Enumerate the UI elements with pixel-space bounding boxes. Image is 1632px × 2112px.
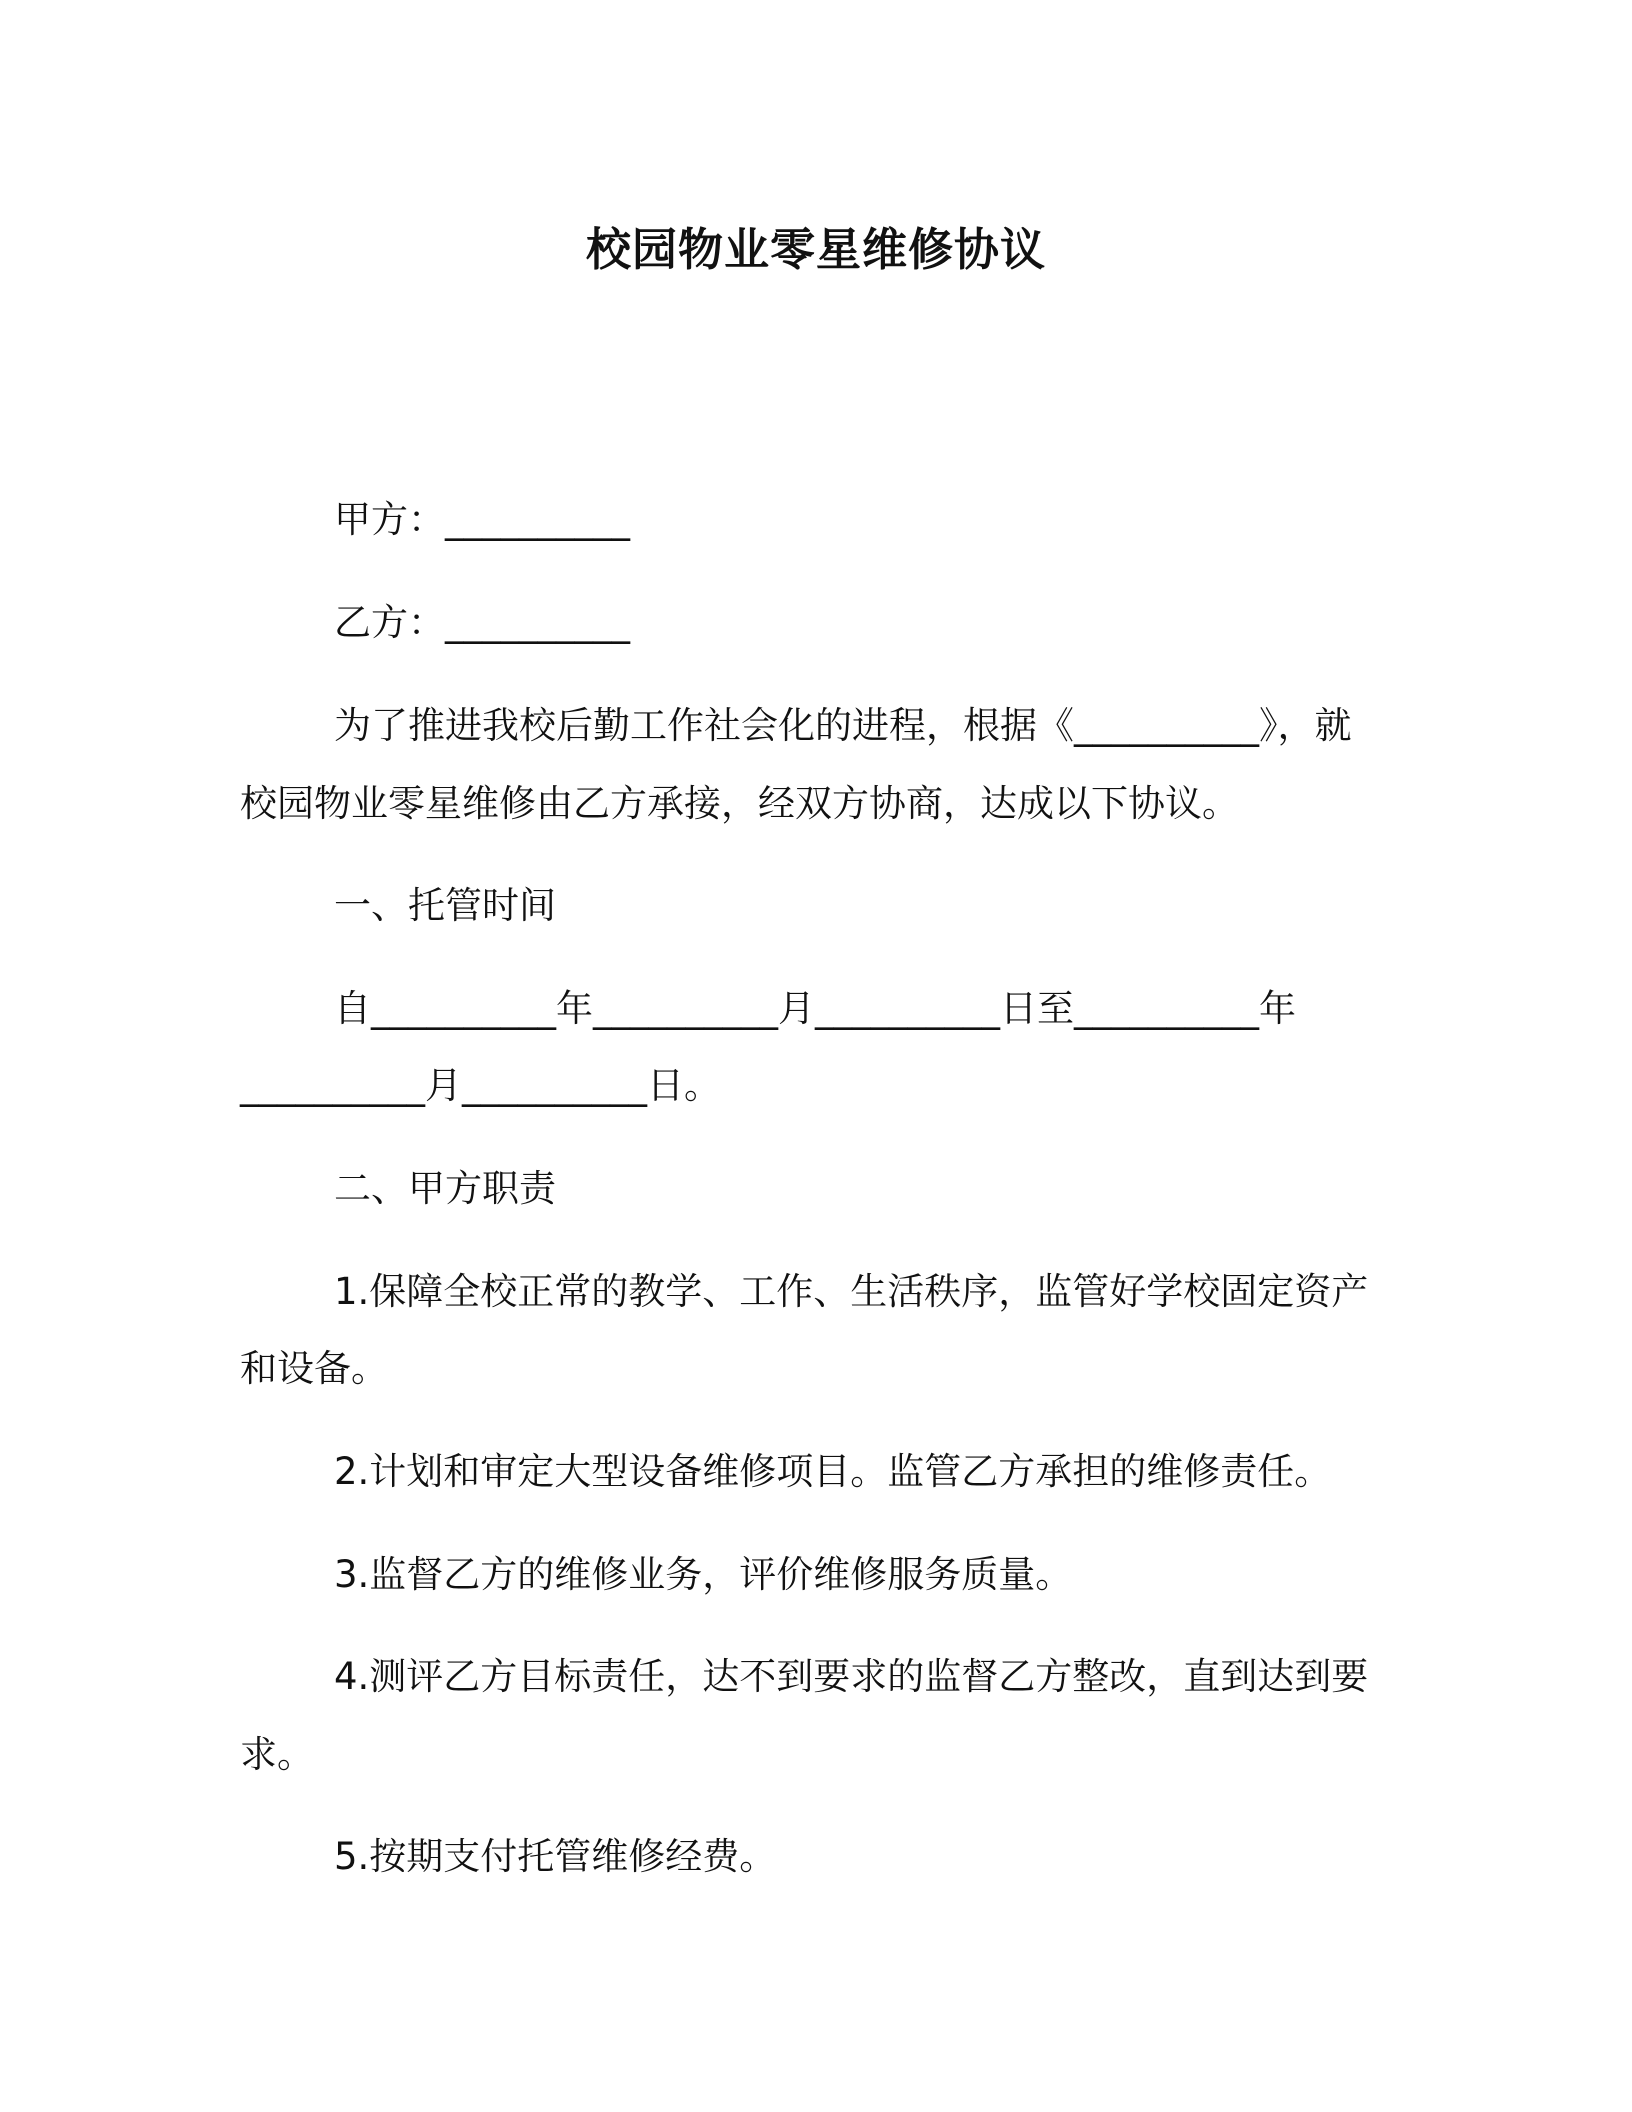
section-2-heading: 二、甲方职责 xyxy=(334,1167,556,1210)
duty-item-3: 3.监督乙方的维修业务，评价维修服务质量。 xyxy=(334,1553,1073,1596)
duty-item-5: 5.按期支付托管维修经费。 xyxy=(334,1835,777,1878)
duty-item-4-line-2: 求。 xyxy=(240,1733,314,1776)
duty-item-2: 2.计划和审定大型设备维修项目。监管乙方承担的维修责任。 xyxy=(334,1450,1332,1493)
duty-item-1-line-1: 1.保障全校正常的教学、工作、生活秩序，监管好学校固定资产 xyxy=(334,1270,1369,1313)
intro-paragraph-line-2: 校园物业零星维修由乙方承接，经双方协商，达成以下协议。 xyxy=(240,782,1239,825)
party-a-line: 甲方：__________ xyxy=(334,498,630,541)
custody-period-line-1: 自__________年__________月__________日至__________年 xyxy=(334,987,1296,1030)
duty-item-4-line-1: 4.测评乙方目标责任，达不到要求的监督乙方整改，直到达到要 xyxy=(334,1655,1369,1698)
party-b-line: 乙方：__________ xyxy=(334,601,630,644)
custody-period-line-2: __________月__________日。 xyxy=(240,1064,721,1107)
document-title: 校园物业零星维修协议 xyxy=(585,223,1046,276)
duty-item-1-line-2: 和设备。 xyxy=(240,1347,388,1390)
section-1-heading: 一、托管时间 xyxy=(334,884,556,927)
intro-paragraph-line-1: 为了推进我校后勤工作社会化的进程，根据《__________》，就 xyxy=(334,704,1352,747)
